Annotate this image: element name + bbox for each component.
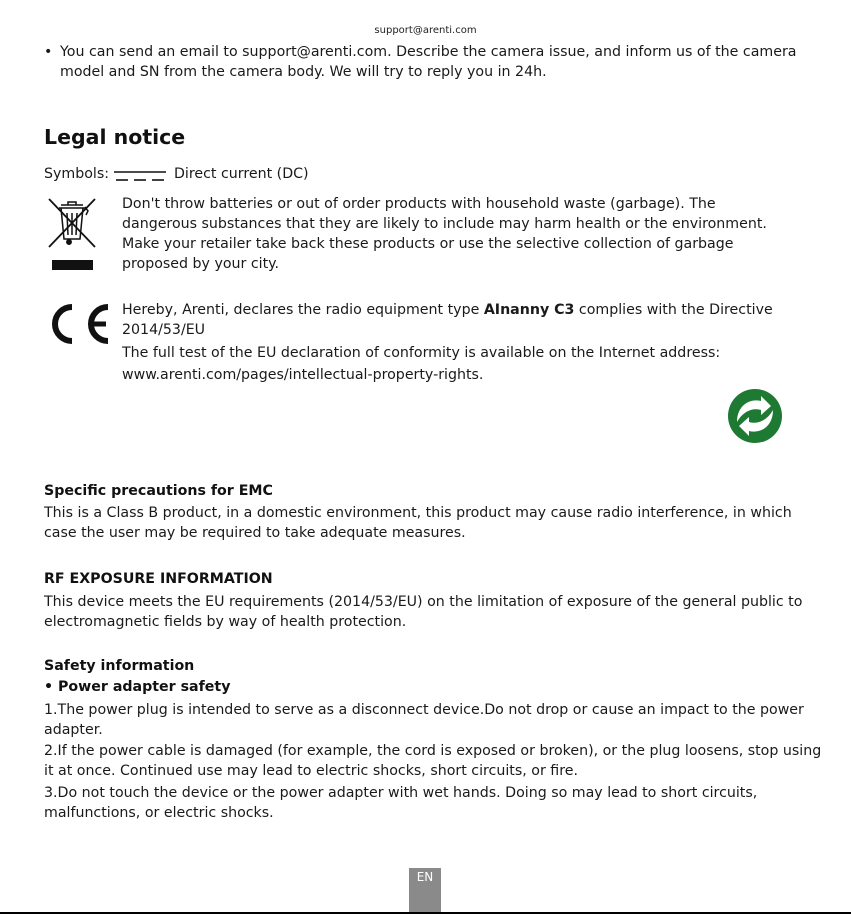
contact-paragraph [44, 42, 814, 82]
green-dot-icon [727, 388, 783, 444]
page-language-label: EN [416, 870, 434, 884]
ce-full-text: The full test of the EU declaration of conformity is available on the Internet address: [122, 345, 721, 361]
ce-text-before: Hereby, Arenti, declares the radio equipment type [122, 302, 484, 318]
ce-text-after: complies with the Directive 2014/53/EU [122, 302, 773, 338]
safety-heading: Safety information [44, 658, 195, 674]
safety-item: 2.If the power cable is damaged (for example, the cord is exposed or broken), or the plug loosens, stop using it at once. Continued use may lead to electric shocks, short circuits, or fire. [44, 743, 822, 779]
safety-item: 1.The power plug is intended to serve as a disconnect device.Do not drop or cause an impact to the power adapter. [44, 702, 804, 738]
rf-heading: RF EXPOSURE INFORMATION [44, 571, 273, 587]
contact-text: You can send an email to support@arenti.com. Describe the camera issue, and inform us of the camera model and SN from the camera body. We will try to reply you in 24h. [60, 44, 797, 80]
emc-text: This is a Class B product, in a domestic environment, this product may cause radio interference, in which case the user may be required to take adequate measures. [44, 505, 792, 541]
ce-url-link[interactable]: www.arenti.com/pages/intellectual-property-rights. [122, 367, 484, 383]
ce-declaration [122, 300, 782, 340]
dc-label: Direct current (DC) [174, 166, 309, 182]
header-email: support@arenti.com [374, 25, 477, 36]
legal-notice-heading: Legal notice [44, 125, 186, 149]
emc-heading: Specific precautions for EMC [44, 483, 273, 499]
crossed-bin-icon [46, 195, 98, 271]
page-language-tab [409, 868, 441, 914]
bullet-dot: • [44, 44, 53, 60]
safety-item: 3.Do not touch the device or the power adapter with wet hands. Doing so may lead to short circuits, malfunctions, or electric shocks. [44, 785, 758, 821]
symbols-label: Symbols: [44, 166, 110, 182]
ce-model: AInanny C3 [483, 302, 575, 318]
ce-mark-icon [46, 303, 112, 345]
power-adapter-subheading: • Power adapter safety [44, 679, 231, 695]
weee-text: Don't throw batteries or out of order products with household waste (garbage). The dangerous substances that they are likely to include may harm health or the environment. Make your retailer take back these products or use the selective collection of garbage proposed by your city. [122, 196, 767, 272]
rf-text: This device meets the EU requirements (2014/53/EU) on the limitation of exposure of the general public to electromagnetic fields by way of health protection. [44, 594, 803, 630]
dc-symbol-icon [114, 170, 166, 182]
